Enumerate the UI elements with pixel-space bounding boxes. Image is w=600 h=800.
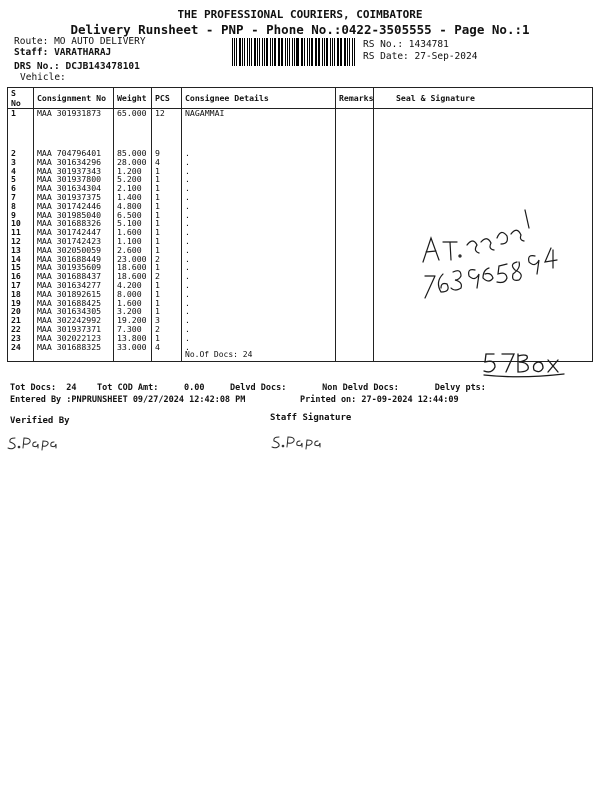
no-of-docs: No.Of Docs: 24 bbox=[185, 350, 253, 360]
row-sno: 3 bbox=[8, 158, 34, 167]
row-pcs: 2 bbox=[152, 255, 182, 264]
row-sno: 22 bbox=[8, 325, 34, 334]
row-seal-signature bbox=[374, 149, 593, 158]
row-consignment-no: MAA 704796401 bbox=[34, 149, 114, 158]
row-remarks bbox=[336, 263, 374, 272]
staff-signature-label: Staff Signature bbox=[270, 413, 352, 423]
barcode bbox=[232, 38, 356, 66]
row-sno: 4 bbox=[8, 167, 34, 176]
row-consignee: . bbox=[182, 281, 336, 290]
row-consignee: NAGAMMAI bbox=[182, 109, 336, 150]
rs-no-line bbox=[363, 39, 449, 50]
row-consignee: . bbox=[182, 158, 336, 167]
row-remarks bbox=[336, 325, 374, 334]
entered-by: Entered By :PNPRUNSHEET 09/27/2024 12:42:08 PM bbox=[10, 395, 246, 405]
row-sno: 7 bbox=[8, 193, 34, 202]
row-sno: 9 bbox=[8, 211, 34, 220]
row-weight: 33.000 bbox=[114, 343, 152, 362]
rs-no-value: 1434781 bbox=[408, 39, 449, 50]
row-pcs: 1 bbox=[152, 184, 182, 193]
row-weight: 6.500 bbox=[114, 211, 152, 220]
header-consignee-details: Consignee Details bbox=[182, 88, 336, 109]
row-weight: 23.000 bbox=[114, 255, 152, 264]
row-pcs: 1 bbox=[152, 219, 182, 228]
row-weight: 19.200 bbox=[114, 316, 152, 325]
row-remarks bbox=[336, 246, 374, 255]
row-remarks bbox=[336, 307, 374, 316]
rs-date-line bbox=[363, 51, 477, 62]
row-sno: 5 bbox=[8, 175, 34, 184]
row-sno: 19 bbox=[8, 299, 34, 308]
row-weight: 85.000 bbox=[114, 149, 152, 158]
row-remarks bbox=[336, 228, 374, 237]
row-consignee: . bbox=[182, 193, 336, 202]
row-consignment-no: MAA 301634277 bbox=[34, 281, 114, 290]
row-remarks bbox=[336, 272, 374, 281]
row-consignee: . bbox=[182, 307, 336, 316]
row-sno: 11 bbox=[8, 228, 34, 237]
row-weight: 1.600 bbox=[114, 228, 152, 237]
row-sno: 2 bbox=[8, 149, 34, 158]
route-value: MO AUTO DELIVERY bbox=[54, 36, 146, 47]
row-remarks bbox=[336, 316, 374, 325]
row-sno: 6 bbox=[8, 184, 34, 193]
drs-label: DRS No.: bbox=[14, 61, 60, 72]
printed-on: Printed on: 27-09-2024 12:44:09 bbox=[300, 395, 459, 405]
row-remarks bbox=[336, 334, 374, 343]
row-consignment-no: MAA 301688449 bbox=[34, 255, 114, 264]
row-seal-signature bbox=[374, 175, 593, 184]
row-weight: 1.400 bbox=[114, 193, 152, 202]
row-consignee: . bbox=[182, 299, 336, 308]
row-pcs: 1 bbox=[152, 281, 182, 290]
row-remarks bbox=[336, 193, 374, 202]
row-sno: 23 bbox=[8, 334, 34, 343]
row-sno: 18 bbox=[8, 290, 34, 299]
row-consignment-no: MAA 301937343 bbox=[34, 167, 114, 176]
row-pcs: 1 bbox=[152, 299, 182, 308]
row-consignment-no: MAA 301742447 bbox=[34, 228, 114, 237]
row-remarks bbox=[336, 237, 374, 246]
row-consignee: . bbox=[182, 316, 336, 325]
row-pcs: 1 bbox=[152, 211, 182, 220]
row-pcs: 1 bbox=[152, 167, 182, 176]
row-consignment-no: MAA 301688437 bbox=[34, 272, 114, 281]
row-consignee: . bbox=[182, 325, 336, 334]
route-label: Route: bbox=[14, 36, 49, 47]
row-pcs: 1 bbox=[152, 246, 182, 255]
row-consignment-no: MAA 302022123 bbox=[34, 334, 114, 343]
row-remarks bbox=[336, 158, 374, 167]
row-seal-signature bbox=[374, 334, 593, 343]
row-consignee: . bbox=[182, 263, 336, 272]
row-remarks bbox=[336, 255, 374, 264]
row-sno: 16 bbox=[8, 272, 34, 281]
row-pcs: 12 bbox=[152, 109, 182, 150]
row-consignee: . bbox=[182, 272, 336, 281]
row-consignment-no: MAA 301634296 bbox=[34, 158, 114, 167]
row-pcs: 1 bbox=[152, 237, 182, 246]
row-consignee: . bbox=[182, 255, 336, 264]
row-consignee: . bbox=[182, 290, 336, 299]
row-weight: 5.200 bbox=[114, 175, 152, 184]
rs-date-label: RS Date: bbox=[363, 51, 409, 62]
row-consignment-no: MAA 301931873 bbox=[34, 109, 114, 150]
row-consignee: . bbox=[182, 228, 336, 237]
row-sno: 24 bbox=[8, 343, 34, 362]
row-weight: 8.000 bbox=[114, 290, 152, 299]
rs-no-label: RS No.: bbox=[363, 39, 404, 50]
row-consignment-no: MAA 301688325 bbox=[34, 343, 114, 362]
row-sno: 17 bbox=[8, 281, 34, 290]
row-consignment-no: MAA 301634305 bbox=[34, 307, 114, 316]
row-weight: 65.000 bbox=[114, 109, 152, 150]
staff-value: VARATHARAJ bbox=[54, 47, 112, 58]
row-weight: 4.800 bbox=[114, 202, 152, 211]
row-pcs: 2 bbox=[152, 272, 182, 281]
row-consignment-no: MAA 301937371 bbox=[34, 325, 114, 334]
row-seal-signature bbox=[374, 167, 593, 176]
row-consignee: . bbox=[182, 211, 336, 220]
row-remarks bbox=[336, 299, 374, 308]
row-consignment-no: MAA 301742446 bbox=[34, 202, 114, 211]
row-pcs: 1 bbox=[152, 263, 182, 272]
row-weight: 3.200 bbox=[114, 307, 152, 316]
row-consignment-no: MAA 301985040 bbox=[34, 211, 114, 220]
row-weight: 28.000 bbox=[114, 158, 152, 167]
drs-line bbox=[14, 61, 140, 72]
row-sno: 8 bbox=[8, 202, 34, 211]
row-weight: 18.600 bbox=[114, 272, 152, 281]
row-weight: 7.300 bbox=[114, 325, 152, 334]
vehicle-label: Vehicle: bbox=[20, 72, 66, 83]
row-pcs: 1 bbox=[152, 193, 182, 202]
staff-label: Staff: bbox=[14, 47, 49, 58]
staff-line bbox=[14, 47, 111, 58]
row-seal-signature bbox=[374, 316, 593, 325]
row-consignment-no: MAA 301935609 bbox=[34, 263, 114, 272]
row-remarks bbox=[336, 281, 374, 290]
row-pcs: 2 bbox=[152, 325, 182, 334]
row-consignment-no: MAA 301742423 bbox=[34, 237, 114, 246]
row-consignment-no: MAA 301688326 bbox=[34, 219, 114, 228]
row-weight: 13.800 bbox=[114, 334, 152, 343]
header-seal-signature: Seal & Signature bbox=[374, 88, 593, 109]
row-sno: 21 bbox=[8, 316, 34, 325]
row-consignee: . bbox=[182, 219, 336, 228]
header-weight: Weight bbox=[114, 88, 152, 109]
row-consignment-no: MAA 302242992 bbox=[34, 316, 114, 325]
verified-by-label: Verified By bbox=[10, 416, 70, 426]
row-pcs: 3 bbox=[152, 316, 182, 325]
rs-date-value: 27-Sep-2024 bbox=[414, 51, 478, 62]
row-weight: 5.100 bbox=[114, 219, 152, 228]
row-remarks bbox=[336, 290, 374, 299]
row-pcs: 1 bbox=[152, 290, 182, 299]
row-pcs: 1 bbox=[152, 175, 182, 184]
header-consignment-no: Consignment No bbox=[34, 88, 114, 109]
table-row bbox=[8, 109, 593, 150]
row-seal-signature bbox=[374, 158, 593, 167]
row-pcs: 4 bbox=[152, 158, 182, 167]
row-remarks bbox=[336, 202, 374, 211]
runsheet-title: Delivery Runsheet - PNP - Phone No.:0422-3505555 - Page No.:1 bbox=[70, 22, 530, 37]
row-sno: 13 bbox=[8, 246, 34, 255]
row-pcs: 9 bbox=[152, 149, 182, 158]
row-consignee: . bbox=[182, 184, 336, 193]
row-sno: 14 bbox=[8, 255, 34, 264]
row-seal-signature bbox=[374, 325, 593, 334]
row-pcs: 1 bbox=[152, 334, 182, 343]
row-pcs: 1 bbox=[152, 228, 182, 237]
row-consignee: . bbox=[182, 167, 336, 176]
row-sno: 10 bbox=[8, 219, 34, 228]
row-weight: 1.600 bbox=[114, 299, 152, 308]
row-weight: 2.600 bbox=[114, 246, 152, 255]
row-consignee: . bbox=[182, 149, 336, 158]
row-consignment-no: MAA 301937800 bbox=[34, 175, 114, 184]
staff-signature-mark bbox=[270, 431, 334, 451]
company-name: THE PROFESSIONAL COURIERS, COIMBATORE bbox=[177, 8, 423, 21]
row-consignee: . bbox=[182, 202, 336, 211]
row-remarks bbox=[336, 175, 374, 184]
row-weight: 4.200 bbox=[114, 281, 152, 290]
row-remarks bbox=[336, 109, 374, 150]
row-weight: 1.200 bbox=[114, 167, 152, 176]
row-consignee: . bbox=[182, 334, 336, 343]
drs-value: DCJB143478101 bbox=[65, 61, 140, 72]
row-remarks bbox=[336, 211, 374, 220]
row-weight: 2.100 bbox=[114, 184, 152, 193]
row-consignment-no: MAA 301892615 bbox=[34, 290, 114, 299]
verified-by-signature bbox=[6, 432, 62, 452]
row-sno: 1 bbox=[8, 109, 34, 150]
row-pcs: 4 bbox=[152, 343, 182, 362]
totals-line: Tot Docs: 24 Tot COD Amt: 0.00 Delvd Docs: Non Delvd Docs: Delvy pts: bbox=[10, 383, 486, 393]
row-pcs: 1 bbox=[152, 202, 182, 211]
row-weight: 1.100 bbox=[114, 237, 152, 246]
row-seal-signature bbox=[374, 109, 593, 150]
row-consignment-no: MAA 302050059 bbox=[34, 246, 114, 255]
row-sno: 12 bbox=[8, 237, 34, 246]
row-consignment-no: MAA 301634304 bbox=[34, 184, 114, 193]
row-remarks bbox=[336, 149, 374, 158]
row-consignment-no: MAA 301688425 bbox=[34, 299, 114, 308]
row-consignment-no: MAA 301937375 bbox=[34, 193, 114, 202]
row-remarks bbox=[336, 343, 374, 362]
table-header-row bbox=[8, 88, 593, 109]
header-remarks: Remarks bbox=[336, 88, 374, 109]
header-sno: S No bbox=[8, 88, 34, 109]
row-remarks bbox=[336, 219, 374, 228]
row-weight: 18.600 bbox=[114, 263, 152, 272]
route-line bbox=[14, 36, 146, 47]
row-pcs: 1 bbox=[152, 307, 182, 316]
row-sno: 20 bbox=[8, 307, 34, 316]
row-remarks bbox=[336, 167, 374, 176]
row-consignee: . bbox=[182, 246, 336, 255]
header-pcs: PCS bbox=[152, 88, 182, 109]
row-consignee: . bbox=[182, 175, 336, 184]
row-consignee: . bbox=[185, 341, 190, 352]
handwritten-box-note bbox=[480, 348, 570, 380]
row-consignee bbox=[182, 343, 336, 362]
row-remarks bbox=[336, 184, 374, 193]
row-consignee: . bbox=[182, 237, 336, 246]
row-sno: 15 bbox=[8, 263, 34, 272]
handwritten-name-phone bbox=[415, 190, 595, 310]
